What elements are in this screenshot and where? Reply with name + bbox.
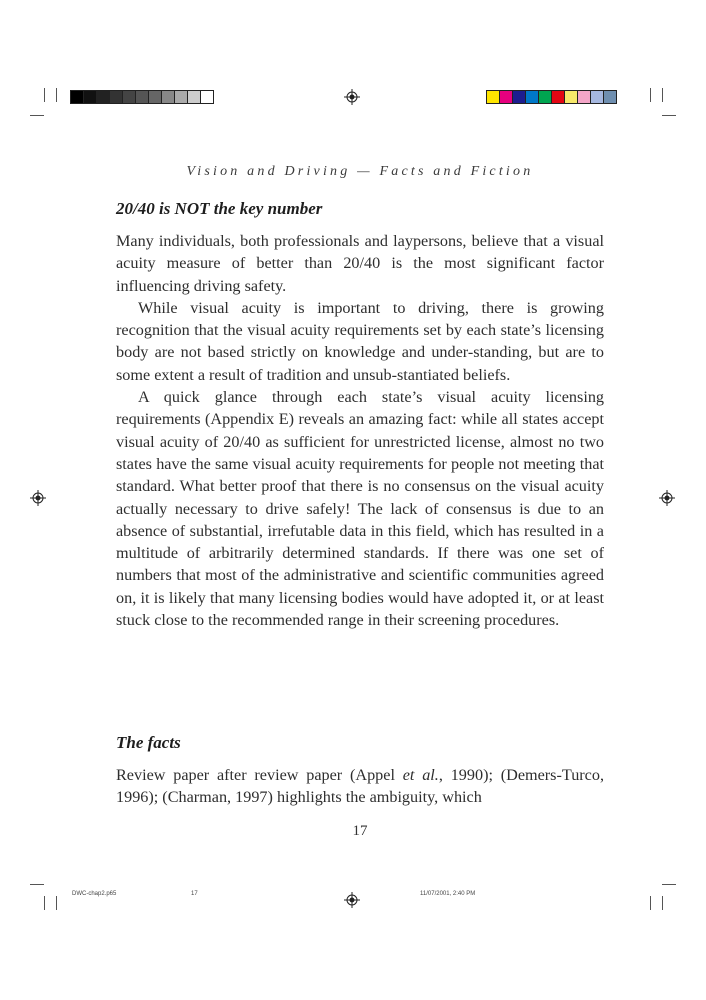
calibration-swatch: [123, 91, 136, 103]
calibration-swatch: [578, 91, 591, 103]
calibration-swatch: [71, 91, 84, 103]
registration-mark-icon: [344, 89, 360, 105]
calibration-swatch: [97, 91, 110, 103]
calibration-swatch: [110, 91, 123, 103]
calibration-swatch: [149, 91, 162, 103]
crop-mark: [650, 896, 651, 910]
crop-mark: [30, 884, 44, 885]
registration-mark-icon: [344, 892, 360, 908]
crop-mark: [30, 115, 44, 116]
registration-mark-icon: [30, 490, 46, 506]
calibration-swatch: [201, 91, 213, 103]
paragraph: A quick glance through each state’s visual acuity licensing requirements (Appendix E) reveals an amazing fact: while all states accept visual acuity of 20/40 as sufficient for unrestricted license, almost no two states have the same visual acuity requirements for people not meeting that standard. What better proof that there is no consensus on the visual acuity actually necessary to drive safely! The lack of consensus is due to an absence of substantial, irrefutable data in this field, which has resulted in a multitude of arbitrarily determined standards. If there was one set of numbers that most of the administrative and scientific communities agreed on, it is likely that many licensing bodies would have adopted it, or at least stuck close to the recommended range in their screening procedures.: [116, 388, 604, 630]
paragraph: Many individuals, both professionals and laypersons, believe that a visual acuity measure of better than 20/40 is the most significant factor influencing driving safety.: [116, 232, 604, 295]
registration-mark-icon: [659, 490, 675, 506]
running-header: Vision and Driving — Facts and Fiction: [186, 164, 534, 179]
crop-mark: [662, 88, 663, 102]
calibration-swatch: [162, 91, 175, 103]
calibration-swatch: [591, 91, 604, 103]
calibration-swatch: [175, 91, 188, 103]
crop-mark: [662, 896, 663, 910]
slug-datetime: 11/07/2001, 2:40 PM: [420, 891, 476, 897]
crop-mark: [650, 88, 651, 102]
calibration-swatch: [552, 91, 565, 103]
crop-mark: [44, 88, 45, 102]
calibration-swatch: [526, 91, 539, 103]
grayscale-calibration-bar: [70, 90, 214, 104]
color-calibration-bar: [486, 90, 617, 104]
calibration-swatch: [539, 91, 552, 103]
calibration-swatch: [487, 91, 500, 103]
paragraph-text: Review paper after review paper (Appel: [116, 766, 403, 784]
crop-mark: [662, 884, 676, 885]
paragraph: While visual acuity is important to driving, there is growing recognition that the visual acuity requirements set by each state’s licensing body are not based strictly on knowledge and under-standing, but are to some extent a result of tradition and unsub-stantiated beliefs.: [116, 298, 604, 384]
citation-italic: et al.: [402, 766, 439, 784]
calibration-swatch: [136, 91, 149, 103]
section-heading: The facts: [116, 733, 181, 752]
crop-mark: [44, 896, 45, 910]
calibration-swatch: [188, 91, 201, 103]
calibration-swatch: [84, 91, 97, 103]
crop-mark: [56, 88, 57, 102]
section-body: [116, 764, 604, 809]
crop-mark: [662, 115, 676, 116]
slug-page: 17: [191, 891, 198, 897]
page-number: 17: [352, 823, 368, 839]
calibration-swatch: [604, 91, 616, 103]
calibration-swatch: [500, 91, 513, 103]
crop-mark: [56, 896, 57, 910]
calibration-swatch: [565, 91, 578, 103]
calibration-swatch: [513, 91, 526, 103]
paragraph-text: , 1990); (Demers-Turco, 1996); (Charman, 1997) highlights the ambiguity, which: [116, 766, 605, 807]
section-body: [116, 230, 604, 631]
paragraph: [116, 764, 604, 809]
slug-filename: DWC-chap2.p65: [72, 891, 117, 897]
section-heading: 20/40 is NOT the key number: [116, 199, 323, 218]
